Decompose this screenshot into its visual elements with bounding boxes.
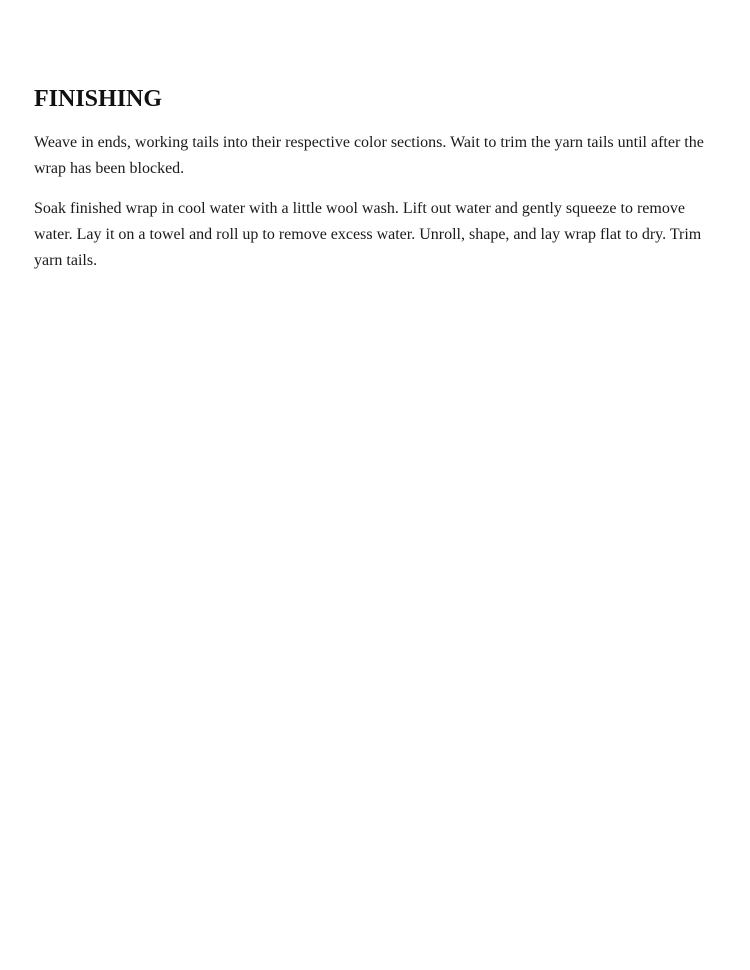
finishing-paragraph-weave-ends: Weave in ends, working tails into their respective color sections. Wait to trim the yarn tails until after the wrap has been blocked. [34,134,704,177]
section-heading: FINISHING [34,86,163,112]
finishing-paragraph-blocking: Soak finished wrap in cool water with a little wool wash. Lift out water and gently squeeze to remove water. Lay it on a towel and roll up to remove excess water. Unroll, shape, and lay wrap flat to dry. Trim yarn tails. [34,200,702,269]
